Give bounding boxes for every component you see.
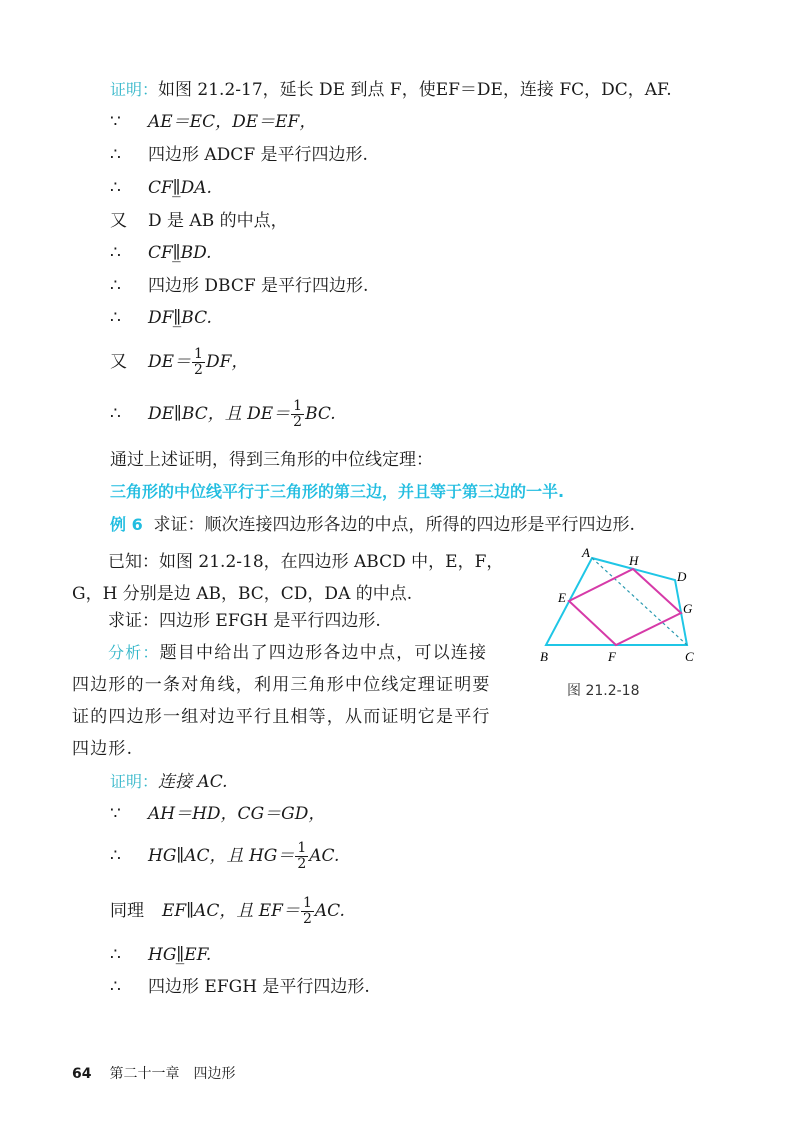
quadrilateral-figure [535, 545, 710, 670]
fraction: $\frac{1}{2}$ [194, 346, 203, 378]
proof1-line-fraction: 又 DE＝ $\frac{1}{2}$ DF， [110, 346, 249, 378]
example-text: 求证：顺次连接四边形各边的中点，所得的四边形是平行四边形. [153, 515, 635, 535]
proof1-line: ∴ 四边形 DBCF 是平行四边形. [110, 276, 369, 296]
example-line [110, 513, 635, 537]
point-label-a: A [582, 545, 590, 560]
proof-label: 证明： [110, 772, 159, 791]
proof1-line: ∴ CF∥̲BD. [110, 243, 212, 263]
proof2-line-fraction: ∴ HG∥AC，且 HG＝ $\frac{1}{2}$ AC. [110, 840, 340, 872]
proof1-line: ∴ 四边形 ADCF 是平行四边形. [110, 145, 368, 165]
point-label-d: D [677, 569, 687, 584]
point-label-g: G [683, 601, 693, 616]
chapter-title: 第二十一章 四边形 [109, 1066, 236, 1082]
fraction: $\frac{1}{2}$ [293, 398, 303, 430]
figure-caption: 图 21.2-18 [567, 683, 640, 699]
example-given: 已知：如图 21.2-18，在四边形 ABCD 中，E，F，G，H 分别是边 AB，BC，CD，DA 的中点. [72, 552, 504, 604]
proof1-intro: 如图 21.2-17，延长 DE 到点 F，使EF＝DE，连接 FC，DC，AF. [158, 80, 672, 100]
example-label: 例 6 [110, 515, 143, 534]
example-analysis: 分析：题目中给出了四边形各边中点，可以连接四边形的一条对角线，利用三角形中位线定理证明要证的四边形一组对边平行且相等，从而证明它是平行四边形. [72, 643, 491, 759]
point-label-b: B [540, 649, 548, 664]
therefore-symbol: ∴ [110, 243, 121, 263]
therefore-symbol: ∴ [110, 945, 121, 965]
therefore-symbol: ∴ [110, 178, 121, 198]
example-prove: 求证：四边形 EFGH 是平行四边形. [108, 611, 381, 631]
point-label-c: C [685, 649, 694, 664]
therefore-symbol: ∴ [110, 977, 121, 997]
proof1-line: ∴ DF∥̲BC. [110, 308, 212, 328]
theorem-text: 三角形的中位线平行于三角形的第三边，并且等于第三边的一半. [110, 482, 565, 501]
point-label-e: E [558, 590, 566, 605]
also-symbol: 又 [110, 211, 127, 231]
proof1-line-fraction: ∴ DE∥BC，且 DE＝ $\frac{1}{2}$ BC. [110, 398, 336, 430]
proof1-line: 又 D 是 AB 的中点， [110, 211, 288, 231]
proof2-line: ∴ 四边形 EFGH 是平行四边形. [110, 977, 370, 997]
fraction: $\frac{1}{2}$ [297, 840, 307, 872]
therefore-symbol: ∴ [110, 308, 121, 328]
summary-text: 通过上述证明，得到三角形的中位线定理： [110, 450, 433, 470]
page-footer [72, 1063, 235, 1083]
therefore-symbol: ∴ [110, 145, 121, 165]
parallelogram-efgh [569, 569, 681, 645]
proof1-intro-line [110, 78, 672, 102]
fraction: $\frac{1}{2}$ [302, 895, 312, 927]
proof-label: 证明： [110, 80, 159, 99]
point-label-f: F [608, 649, 616, 664]
proof2-line-fraction: 同理 EF∥AC，且 EF＝ $\frac{1}{2}$ AC. [110, 895, 345, 927]
proof2-intro-line: 证明：连接 AC. [110, 772, 228, 792]
proof1-line: ∴ CF∥̲DA. [110, 178, 212, 198]
point-label-h: H [629, 553, 639, 568]
quadrilateral-abcd [546, 558, 687, 645]
analysis-label: 分析： [108, 643, 160, 662]
therefore-symbol: ∴ [110, 276, 121, 296]
page-number: 64 [72, 1066, 92, 1082]
proof2-line: ∴ HG∥̲EF. [110, 945, 212, 965]
proof2-line: ∵ AH＝HD，CG＝GD， [110, 804, 326, 824]
because-symbol: ∵ [110, 112, 121, 132]
because-symbol: ∵ [110, 804, 121, 824]
proof1-line: ∵ AE＝EC，DE＝EF， [110, 112, 317, 132]
